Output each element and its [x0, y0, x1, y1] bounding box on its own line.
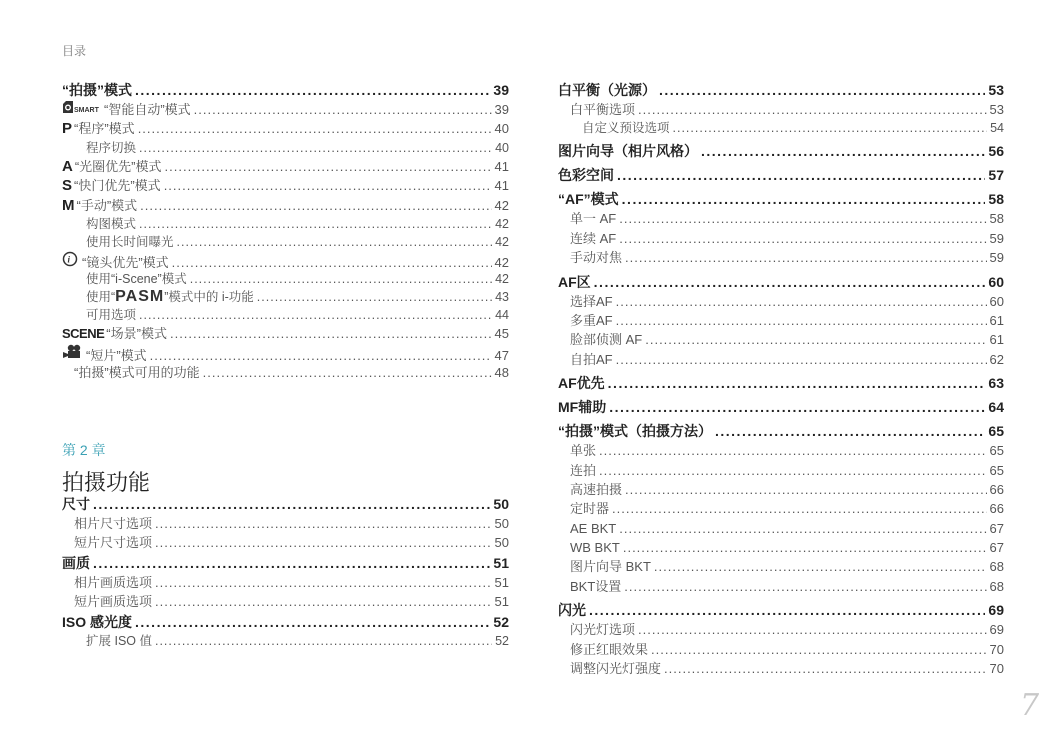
dot-leader: [617, 165, 985, 185]
dot-leader: [612, 499, 987, 518]
toc-entry-title: [570, 659, 661, 678]
dot-leader: [599, 441, 987, 460]
toc-entry-title: [62, 553, 90, 573]
toc-entry-label: 图片向导 BKT: [570, 559, 651, 575]
dot-leader: [155, 514, 492, 533]
toc-entry-label: 调整闪光灯强度: [570, 661, 662, 677]
toc-entry[interactable]: [62, 139, 509, 157]
toc-entry[interactable]: [62, 100, 509, 119]
dot-leader: [594, 272, 986, 292]
dot-leader: [625, 248, 987, 267]
toc-entry-label: 修正红眼效果: [570, 641, 649, 657]
toc-entry-label: MF辅助: [558, 399, 607, 416]
toc-entry-label: “拍摄”模式（拍摄方法）: [558, 423, 712, 440]
toc-entry-label: “短片”模式: [86, 347, 147, 363]
toc-entry-title: [62, 344, 147, 365]
dot-leader: [155, 592, 492, 611]
toc-entry-title: [86, 288, 254, 306]
toc-entry-title: [570, 248, 622, 267]
toc-entry-title: [62, 176, 161, 195]
dot-leader: [673, 119, 988, 137]
toc-entry[interactable]: [558, 397, 1004, 417]
toc-entry[interactable]: [62, 80, 509, 100]
toc-entry-page: 50: [493, 496, 509, 512]
toc-entry[interactable]: [62, 176, 509, 195]
toc-entry-label: “程序”模式: [74, 121, 135, 137]
toc-entry-page: 69: [988, 602, 1004, 619]
toc-entry-label: 自拍AF: [570, 351, 613, 367]
toc-entry-title: [558, 189, 619, 209]
dot-leader: [138, 119, 492, 138]
toc-entry[interactable]: [558, 248, 1004, 267]
toc-entry-page: 70: [989, 661, 1004, 677]
toc-entry-page: 51: [493, 554, 509, 571]
toc-entry-title: [558, 272, 591, 292]
toc-entry[interactable]: [62, 494, 509, 514]
toc-entry-title: [570, 538, 620, 557]
toc-entry[interactable]: [62, 612, 509, 632]
toc-entry-title: [74, 363, 200, 382]
dot-leader: [619, 519, 986, 538]
toc-entry-label: “光圈优先”模式: [74, 158, 162, 174]
toc-entry-page: 39: [493, 82, 509, 98]
toc-entry-label: “AF”模式: [558, 191, 619, 208]
toc-entry-page: 53: [989, 102, 1004, 117]
toc-entry-label: “拍摄”模式: [62, 82, 132, 98]
toc-entry-title: [74, 514, 152, 533]
toc-entry[interactable]: [62, 344, 509, 363]
toc-entry-label: 相片画质选项: [74, 574, 153, 590]
toc-entry-page: 61: [989, 332, 1004, 348]
toc-entry-label: 使用长时间曝光: [86, 234, 174, 249]
dot-leader: [589, 600, 985, 620]
toc-entry-title: [570, 350, 613, 369]
toc-entry-title: [570, 229, 616, 248]
toc-entry[interactable]: [558, 100, 1004, 119]
toc-entry-page: 39: [494, 102, 509, 117]
dot-leader: [664, 659, 987, 678]
toc-entry[interactable]: [62, 514, 509, 533]
toc-entry[interactable]: [62, 215, 509, 233]
toc-entry[interactable]: [558, 640, 1004, 659]
toc-entry-page: 42: [494, 254, 509, 270]
toc-entry-title: [62, 494, 90, 514]
toc-entry-label: 连拍: [570, 462, 597, 478]
toc-entry-page: 50: [494, 516, 509, 531]
toc-entry[interactable]: [558, 209, 1004, 228]
toc-entry-label: 画质: [62, 554, 90, 571]
toc-entry-title: [62, 324, 167, 343]
toc-entry-page: 51: [494, 574, 509, 590]
toc-entry-title: [558, 600, 586, 620]
toc-entry-page: 54: [990, 121, 1004, 136]
dot-leader: [139, 139, 492, 157]
toc-entry-title: [570, 330, 642, 349]
pasm-mode-label: PASM: [115, 288, 165, 306]
smart-mode-icon: [62, 100, 102, 114]
toc-entry-label: ”模式中的 i-功能: [164, 290, 254, 305]
toc-entry-title: [62, 100, 191, 119]
toc-entry[interactable]: [62, 632, 509, 650]
toc-entry[interactable]: [558, 600, 1004, 620]
toc-entry-page: 63: [988, 375, 1004, 392]
dot-leader: [624, 577, 986, 596]
toc-entry-label: 定时器: [570, 501, 610, 517]
dot-leader: [623, 538, 987, 557]
toc-entry-title: [558, 373, 605, 393]
toc-entry-label: 使用“i-Scene”模式: [86, 272, 187, 287]
toc-entry-page: 70: [989, 641, 1004, 657]
toc-entry-label: 短片尺寸选项: [74, 535, 153, 551]
toc-entry-page: 42: [495, 272, 509, 287]
dot-leader: [93, 553, 490, 573]
toc-entry-label: 图片向导（相片风格）: [558, 143, 698, 160]
dot-leader: [715, 421, 985, 441]
toc-entry-label: 闪光: [558, 602, 586, 619]
toc-entry-title: [62, 119, 135, 138]
toc-entry-label: “智能自动”模式: [104, 102, 191, 117]
dot-leader: [608, 373, 986, 393]
toc-entry-page: 57: [988, 167, 1004, 184]
toc-entry-title: [558, 165, 614, 185]
toc-entry[interactable]: [62, 233, 509, 251]
toc-entry-title: [62, 196, 137, 215]
toc-entry-page: 42: [495, 216, 509, 231]
toc-entry[interactable]: [558, 229, 1004, 248]
svg-text:i: i: [67, 254, 71, 265]
toc-entry-title: [86, 270, 187, 288]
toc-entry-label: 扩展 ISO 值: [86, 633, 152, 648]
toc-entry-page: 45: [494, 326, 509, 342]
toc-entry[interactable]: [558, 292, 1004, 311]
mode-letter-icon: S: [62, 177, 73, 195]
toc-entry-label: 选择AF: [570, 293, 613, 309]
toc-right: [558, 80, 1004, 678]
toc-entry[interactable]: [558, 441, 1004, 460]
dot-leader: [155, 573, 492, 592]
toc-entry[interactable]: [62, 573, 509, 592]
toc-entry-label: 白平衡（光源）: [558, 82, 656, 98]
lens-mode-icon: [62, 251, 80, 267]
page-header: 目录: [62, 44, 87, 58]
toc-entry-label: 程序切换: [86, 140, 137, 155]
dot-leader: [651, 640, 987, 659]
dot-leader: [616, 292, 987, 311]
dot-leader: [625, 480, 987, 499]
toc-entry-page: 50: [494, 535, 509, 551]
dot-leader: [619, 209, 986, 228]
dot-leader: [155, 632, 492, 650]
toc-entry-page: 62: [989, 351, 1004, 367]
toc-entry-label: “镜头优先”模式: [82, 254, 169, 270]
toc-entry-page: 61: [989, 312, 1004, 328]
toc-entry-title: [86, 306, 136, 324]
toc-entry[interactable]: [558, 480, 1004, 499]
dot-leader: [190, 270, 492, 288]
dot-leader: [135, 80, 490, 100]
toc-entry-prefix: 使用“: [86, 290, 116, 305]
toc-entry-page: 40: [494, 121, 509, 137]
toc-entry[interactable]: [62, 251, 509, 270]
toc-entry[interactable]: [62, 306, 509, 324]
toc-entry-title: [62, 157, 162, 176]
toc-entry-label: 闪光灯选项: [570, 622, 636, 638]
toc-entry-label: 短片画质选项: [74, 594, 153, 610]
toc-entry-title: [570, 461, 596, 480]
dot-leader: [164, 176, 492, 195]
toc-entry-title: [558, 421, 712, 441]
toc-entry-title: [558, 397, 606, 417]
toc-entry-page: 41: [494, 178, 509, 194]
toc-entry-label: WB BKT: [570, 540, 620, 556]
toc-entry[interactable]: [558, 330, 1004, 349]
toc-entry-title: [558, 80, 656, 100]
toc-entry-page: 59: [989, 250, 1004, 266]
toc-entry-page: 65: [988, 423, 1004, 440]
dot-leader: [622, 189, 986, 209]
toc-entry-page: 42: [494, 197, 509, 213]
toc-entry-page: 56: [988, 143, 1004, 160]
chapter-number: 第 2 章: [62, 442, 106, 458]
toc-entry-page: 51: [494, 594, 509, 610]
toc-entry-label: 可用选项: [86, 308, 137, 323]
toc-entry-page: 67: [989, 520, 1004, 536]
dot-leader: [619, 229, 986, 248]
toc-entry-page: 47: [494, 347, 509, 363]
dot-leader: [609, 397, 985, 417]
toc-entry-label: AE BKT: [570, 520, 617, 536]
toc-entry-title: [558, 141, 698, 161]
toc-entry-page: 59: [989, 230, 1004, 246]
toc-entry-page: 42: [495, 234, 509, 249]
dot-leader: [638, 620, 987, 639]
toc-entry-label: 高速拍摄: [570, 481, 623, 497]
toc-entry[interactable]: [558, 577, 1004, 596]
toc-entry[interactable]: [558, 80, 1004, 100]
toc-entry-title: [570, 620, 635, 639]
toc-entry-label: 色彩空间: [558, 167, 614, 184]
dot-leader: [139, 215, 492, 233]
dot-leader: [139, 306, 492, 324]
dot-leader: [599, 461, 987, 480]
toc-entry-title: [570, 100, 635, 119]
toc-entry-page: 58: [989, 211, 1004, 227]
toc-entry-title: [62, 80, 132, 100]
toc-entry[interactable]: [558, 620, 1004, 639]
toc-entry[interactable]: [62, 324, 509, 343]
mode-letter-icon: SCENE: [62, 326, 105, 342]
toc-entry-label: 单一 AF: [570, 211, 617, 227]
toc-entry-label: 尺寸: [62, 496, 90, 512]
dot-leader: [654, 557, 987, 576]
toc-entry-page: 43: [495, 290, 509, 305]
toc-entry[interactable]: [558, 119, 1004, 137]
toc-entry-page: 52: [493, 613, 509, 630]
toc-entry-page: 53: [988, 82, 1004, 98]
toc-entry-title: [582, 119, 670, 137]
toc-entry-title: [570, 292, 613, 311]
dot-leader: [659, 80, 985, 100]
toc-entry[interactable]: [558, 461, 1004, 480]
toc-entry[interactable]: [62, 553, 509, 573]
toc-entry-page: 65: [989, 462, 1004, 478]
toc-left-top: [62, 80, 509, 383]
dot-leader: [177, 233, 493, 251]
dot-leader: [165, 157, 492, 176]
svg-text:SMART: SMART: [74, 107, 99, 114]
toc-entry-label: “拍摄”模式可用的功能: [74, 365, 200, 381]
toc-entry-label: 连续 AF: [570, 230, 617, 246]
toc-entry-title: [86, 139, 136, 157]
toc-entry-label: “手动”模式: [76, 197, 138, 213]
toc-entry-page: 69: [989, 622, 1004, 638]
dot-leader: [701, 141, 985, 161]
dot-leader: [194, 100, 492, 119]
dot-leader: [170, 324, 492, 343]
toc-entry-title: [86, 632, 152, 650]
toc-entry-title: [570, 441, 596, 460]
toc-entry-label: 相片尺寸选项: [74, 516, 153, 531]
toc-entry[interactable]: [558, 519, 1004, 538]
toc-entry[interactable]: [558, 311, 1004, 330]
chapter-heading: [62, 440, 150, 497]
toc-entry-title: [74, 592, 152, 611]
toc-entry[interactable]: [558, 350, 1004, 369]
toc-entry[interactable]: [558, 373, 1004, 393]
movie-mode-icon: [62, 344, 84, 360]
toc-entry[interactable]: [62, 119, 509, 138]
page-number: 7: [1020, 688, 1040, 723]
toc-entry[interactable]: [62, 196, 509, 215]
toc-entry[interactable]: [558, 189, 1004, 209]
toc-entry[interactable]: [558, 272, 1004, 292]
toc-entry-label: 多重AF: [570, 312, 613, 328]
mode-letter-icon: P: [62, 120, 73, 138]
toc-entry-label: AF优先: [558, 375, 605, 392]
toc-entry-label: BKT设置: [570, 578, 622, 594]
toc-entry[interactable]: [62, 288, 509, 306]
toc-entry[interactable]: [558, 421, 1004, 441]
toc-entry-title: [570, 209, 616, 228]
toc-entry-title: [570, 640, 648, 659]
toc-entry-page: 66: [989, 481, 1004, 497]
toc-entry-label: 构图模式: [86, 216, 137, 231]
toc-entry-label: AF区: [558, 273, 591, 290]
toc-entry-page: 52: [495, 633, 509, 648]
toc-entry-title: [86, 233, 174, 251]
toc-entry-title: [62, 251, 169, 272]
toc-entry-title: [570, 480, 622, 499]
toc-entry[interactable]: [558, 557, 1004, 576]
toc-entry-page: 60: [988, 273, 1004, 290]
toc-entry-title: [570, 557, 651, 576]
dot-leader: [616, 350, 987, 369]
toc-entry-page: 48: [494, 365, 509, 381]
mode-letter-icon: M: [62, 196, 75, 214]
toc-entry[interactable]: [62, 270, 509, 288]
dot-leader: [257, 288, 492, 306]
toc-entry-page: 64: [988, 399, 1004, 416]
dot-leader: [645, 330, 986, 349]
toc-entry[interactable]: [62, 157, 509, 176]
dot-leader: [638, 100, 987, 119]
toc-entry-title: [570, 499, 609, 518]
toc-entry-title: [570, 311, 613, 330]
toc-entry[interactable]: [558, 538, 1004, 557]
toc-entry-title: [86, 215, 136, 233]
toc-entry-page: 68: [989, 559, 1004, 575]
toc-entry[interactable]: [558, 141, 1004, 161]
toc-entry-label: 白平衡选项: [570, 102, 636, 117]
toc-entry-label: “场景”模式: [106, 326, 167, 342]
chapter-title: 拍摄功能: [62, 470, 151, 495]
toc-entry-label: 手动对焦: [570, 250, 623, 266]
toc-entry-label: 单张: [570, 443, 597, 459]
toc-entry-label: ISO 感光度: [62, 613, 133, 630]
toc-entry-page: 68: [989, 578, 1004, 594]
toc-entry-label: 自定义预设选项: [582, 121, 670, 136]
toc-entry-title: [570, 577, 621, 596]
toc-entry-page: 60: [989, 293, 1004, 309]
toc-entry-title: [74, 573, 152, 592]
toc-entry[interactable]: [62, 363, 509, 382]
toc-entry-title: [62, 612, 132, 632]
dot-leader: [155, 533, 492, 552]
toc-entry-page: 40: [495, 140, 509, 155]
toc-entry-page: 58: [988, 191, 1004, 208]
mode-letter-icon: A: [62, 157, 73, 175]
dot-leader: [203, 363, 492, 382]
toc-entry-title: [570, 519, 616, 538]
toc-entry-label: “快门优先”模式: [74, 178, 161, 194]
toc-entry[interactable]: [558, 165, 1004, 185]
toc-entry-page: 67: [989, 540, 1004, 556]
toc-entry-title: [74, 533, 152, 552]
toc-entry[interactable]: [62, 533, 509, 552]
toc-entry-page: 44: [495, 308, 509, 323]
dot-leader: [140, 196, 491, 215]
toc-entry-page: 65: [989, 443, 1004, 459]
toc-entry-label: 脸部侦测 AF: [570, 332, 643, 348]
dot-leader: [616, 311, 987, 330]
toc-left-bottom: [62, 494, 509, 650]
toc-entry-page: 66: [989, 501, 1004, 517]
dot-leader: [135, 612, 490, 632]
toc-entry-page: 41: [494, 158, 509, 174]
dot-leader: [93, 494, 490, 514]
toc-entry[interactable]: [62, 592, 509, 611]
toc-entry[interactable]: [558, 499, 1004, 518]
toc-entry[interactable]: [558, 659, 1004, 678]
